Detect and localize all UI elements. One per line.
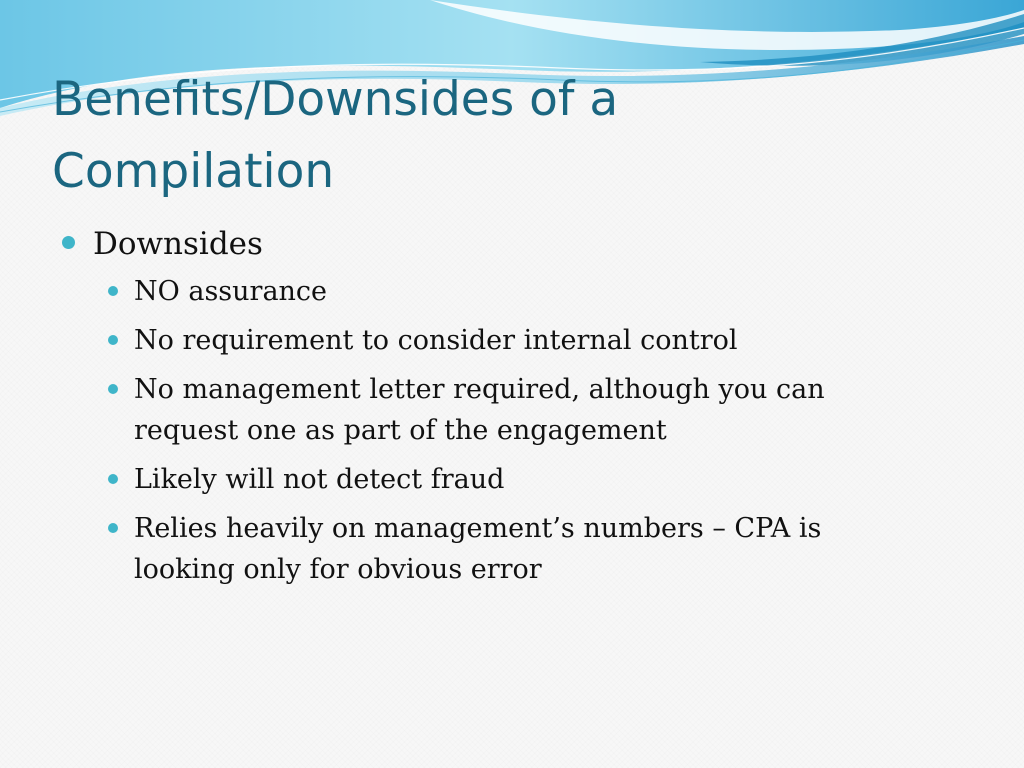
list-item-text: No requirement to consider internal control bbox=[134, 325, 738, 356]
bullet-dot-icon bbox=[62, 236, 75, 249]
bullet-dot-icon bbox=[108, 474, 118, 484]
slide-title bbox=[52, 64, 952, 208]
list-item bbox=[134, 508, 874, 590]
list-item-text: Likely will not detect fraud bbox=[134, 464, 505, 495]
slide-body bbox=[60, 222, 920, 598]
list-item-text: NO assurance bbox=[134, 276, 328, 307]
bullet-dot-icon bbox=[108, 286, 118, 296]
bullet-dot-icon bbox=[108, 523, 118, 533]
list-item bbox=[134, 459, 874, 500]
list-item bbox=[134, 320, 874, 361]
list-item-text: Relies heavily on management’s numbers – CPA is looking only for obvious error bbox=[134, 513, 822, 585]
list-item bbox=[134, 369, 874, 451]
list-item-text: No management letter required, although you can request one as part of the engagement bbox=[134, 374, 825, 446]
title-line-2: Compilation bbox=[52, 144, 335, 199]
bullet-dot-icon bbox=[108, 335, 118, 345]
title-line-1: Benefits/Downsides of a bbox=[52, 72, 619, 127]
downsides-list bbox=[60, 271, 920, 590]
list-item bbox=[134, 271, 874, 312]
bullet-dot-icon bbox=[108, 384, 118, 394]
bullet-downsides bbox=[60, 222, 920, 266]
bullet-label: Downsides bbox=[93, 226, 263, 262]
